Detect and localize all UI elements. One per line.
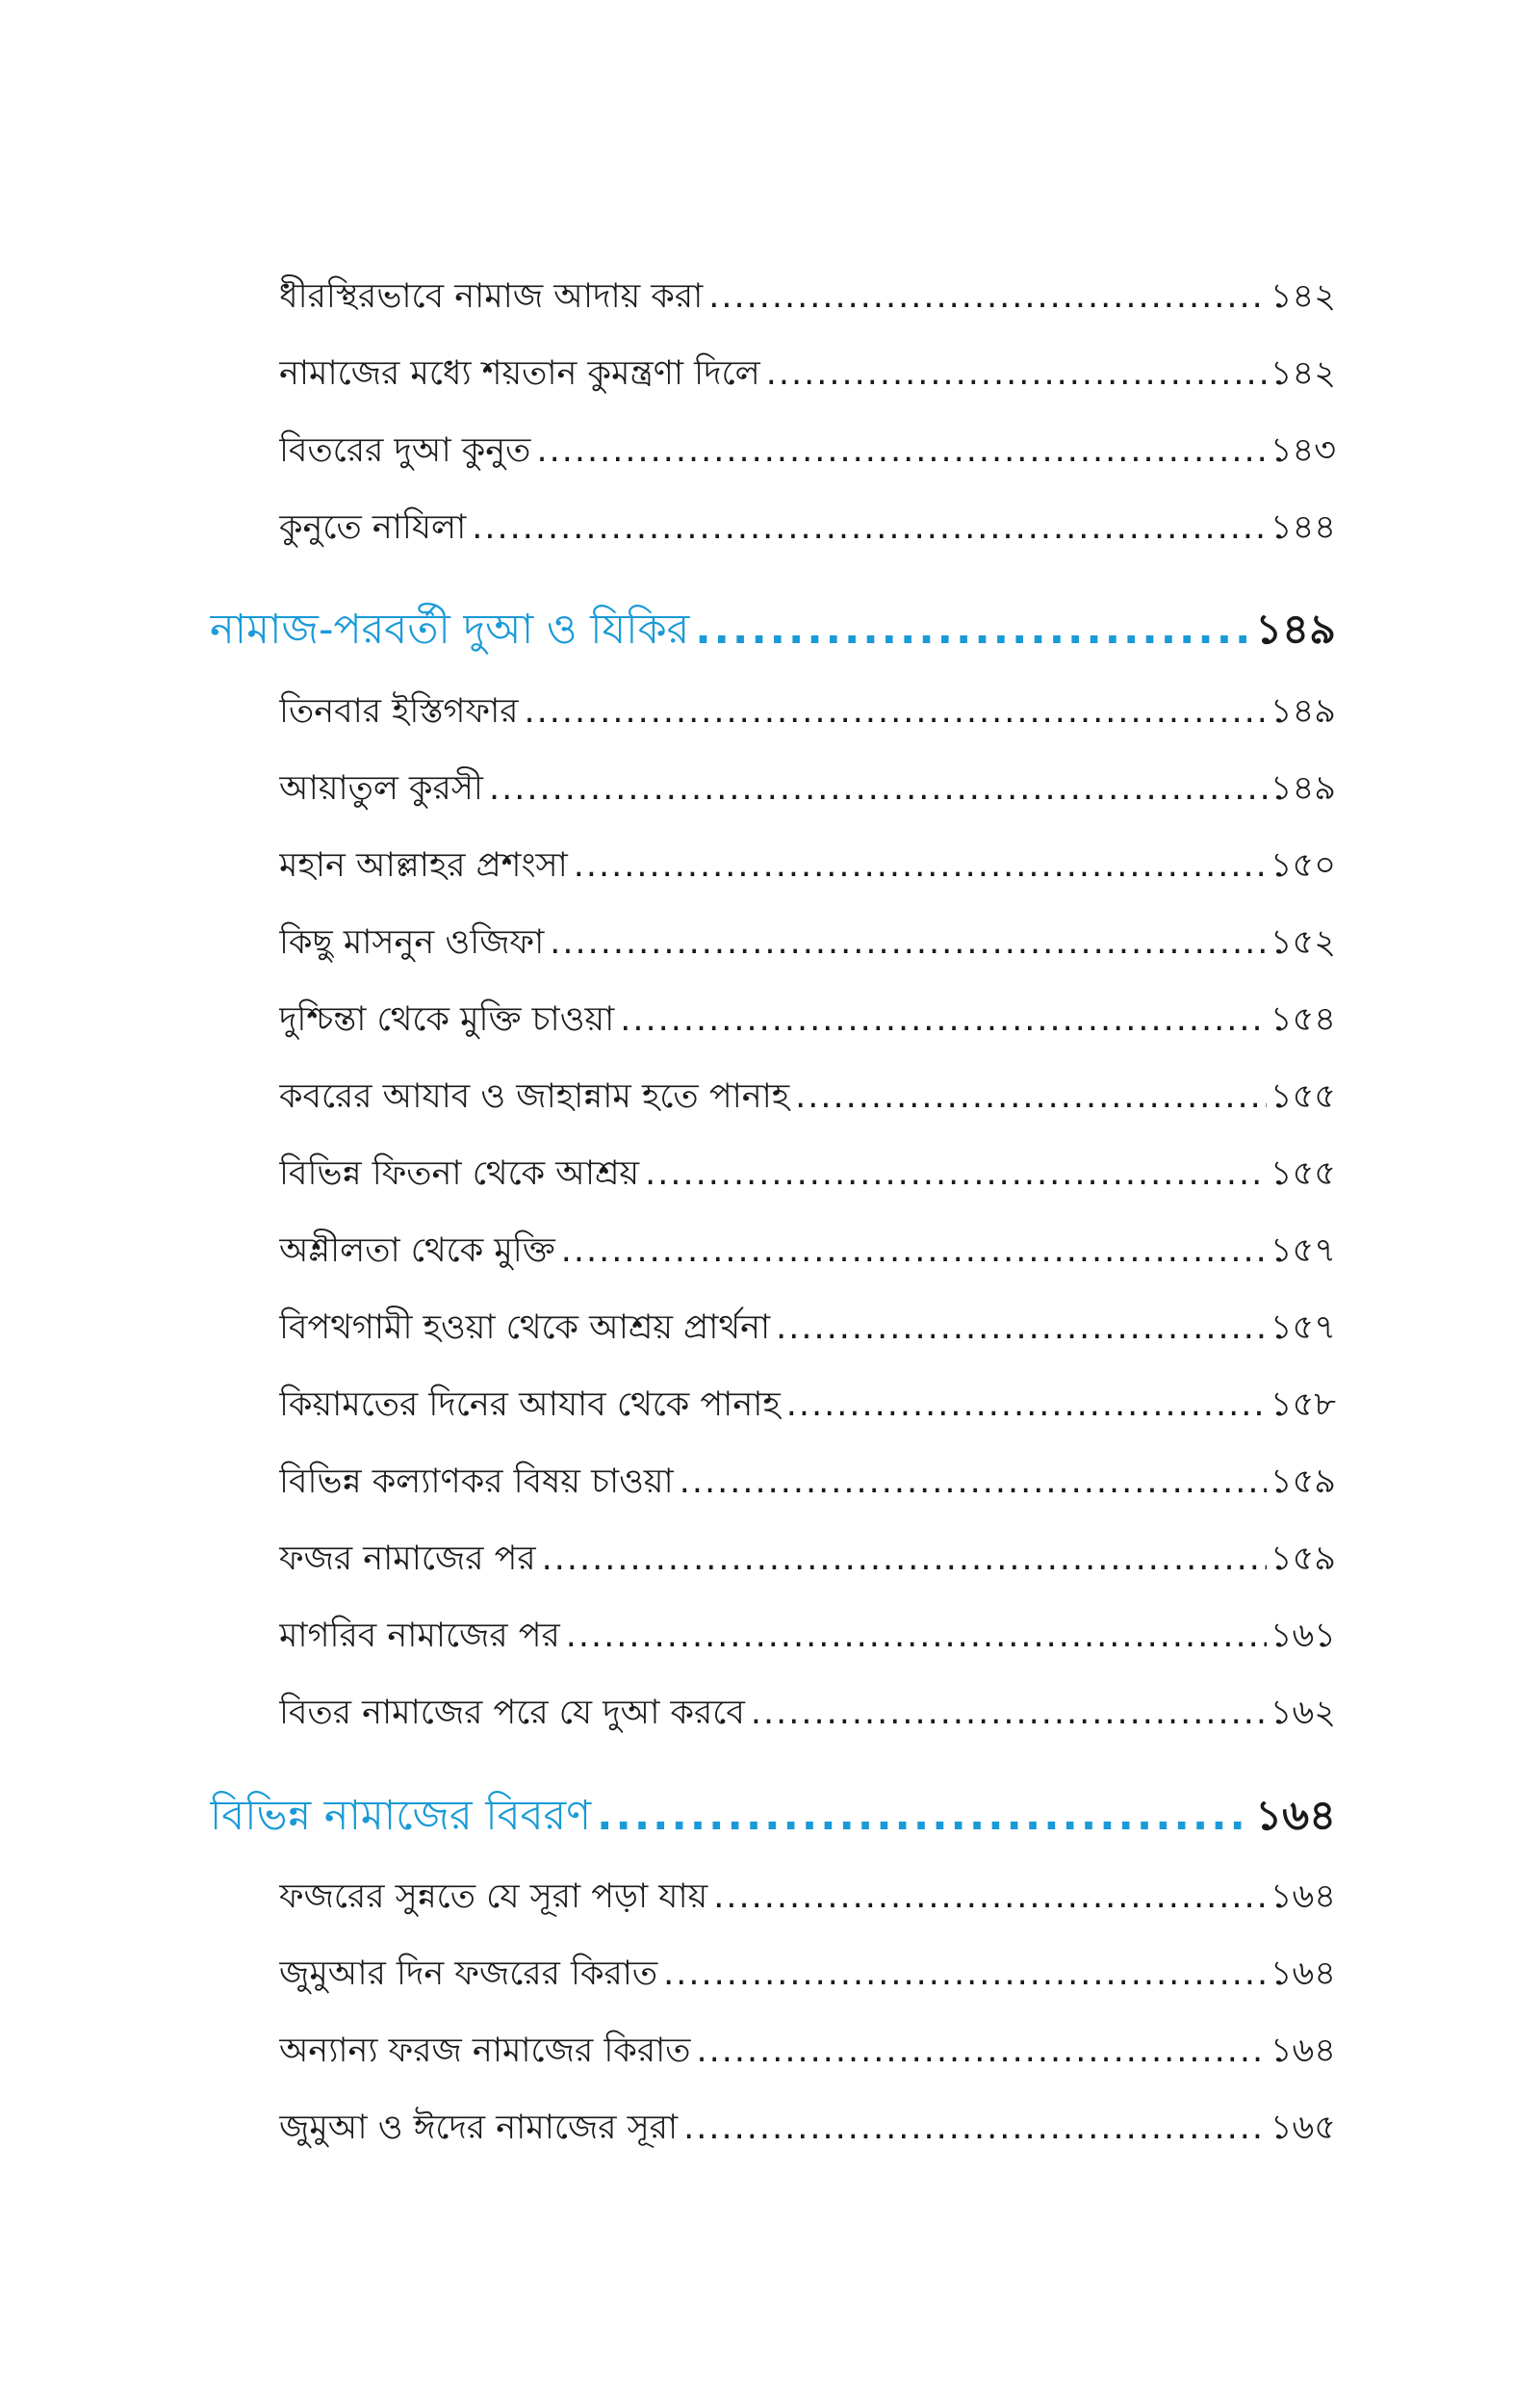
toc-entry[interactable] [279, 1145, 1336, 1203]
toc-entry[interactable] [279, 991, 1336, 1048]
dot-leader [489, 760, 1267, 817]
toc-entry[interactable] [279, 1945, 1336, 2003]
toc-entry-title: ধীরস্থিরভাবে নামাজ আদায় করা [279, 277, 704, 316]
toc-entry[interactable] [279, 2022, 1336, 2080]
toc-entry[interactable] [279, 422, 1336, 479]
toc-entry-title: তিনবার ইস্তিগফার [279, 692, 519, 731]
dot-leader [536, 422, 1266, 479]
toc-entry-title: কিছু মাসনুন ওজিফা [279, 923, 545, 962]
toc-entry-page: ১৬৫ [1270, 2109, 1336, 2147]
toc-entry-page: ১৫৫ [1270, 1154, 1336, 1193]
dot-leader [680, 1453, 1267, 1511]
dot-leader [561, 1222, 1267, 1280]
toc-entry-page: ১৪৩ [1270, 431, 1336, 470]
toc-section-heading[interactable] [210, 595, 1336, 664]
toc-entry-page: ১৫৯ [1270, 1540, 1336, 1578]
toc-entry-page: ১৬৪ [1270, 1877, 1336, 1916]
dot-leader [620, 991, 1267, 1048]
toc-entry[interactable] [279, 2099, 1336, 2157]
dot-leader [574, 837, 1267, 894]
toc-heading-title: নামাজ-পরবর্তী দুআ ও যিকির [210, 606, 690, 654]
toc-entry[interactable] [279, 1868, 1336, 1926]
toc-entry-title: কুনুতে নাযিলা [279, 508, 467, 547]
toc-entry[interactable] [279, 1453, 1336, 1511]
toc-entry[interactable] [279, 1607, 1336, 1665]
dot-leader [645, 1145, 1267, 1203]
toc-entry-title: অন্যান্য ফরজ নামাজের কিরাত [279, 2032, 691, 2070]
toc-entry-page: ১৫৫ [1270, 1077, 1336, 1116]
toc-entry[interactable] [279, 268, 1336, 325]
toc-entry-title: জুমুআর দিন ফজরের কিরাত [279, 1954, 658, 1993]
toc-entry-page: ১৬৪ [1270, 2032, 1336, 2070]
toc-entry-title: নামাজের মধ্যে শয়তান কুমন্ত্রণা দিলে [279, 354, 760, 393]
toc-entry-title: বিভিন্ন কল্যাণকর বিষয় চাওয়া [279, 1462, 674, 1501]
toc-entry-title: অশ্লীলতা থেকে মুক্তি [279, 1231, 555, 1270]
toc-entry[interactable] [279, 345, 1336, 402]
toc-entry-title: বিপথগামী হওয়া থেকে আশ্রয় প্রার্থনা [279, 1308, 771, 1347]
dot-leader [663, 1945, 1267, 2003]
dot-leader [695, 595, 1251, 664]
dot-leader [786, 1376, 1267, 1434]
dot-leader [524, 683, 1266, 740]
toc-entry-page: ১৪৪ [1270, 508, 1336, 547]
dot-leader [708, 268, 1267, 325]
toc-entry[interactable] [279, 1376, 1336, 1434]
toc-entry-title: মাগরিব নামাজের পর [279, 1617, 560, 1655]
toc-entry-page: ১৪৯ [1270, 692, 1336, 731]
toc-entry-title: দুশ্চিন্তা থেকে মুক্তি চাওয়া [279, 1000, 615, 1039]
toc-entry-title: ফজরের সুন্নতে যে সূরা পড়া যায় [279, 1877, 708, 1916]
dot-leader [566, 1607, 1267, 1665]
toc-entry-page: ১৫৯ [1270, 1462, 1336, 1501]
toc-entry[interactable] [279, 1530, 1336, 1588]
toc-entry-title: কিয়ামতের দিনের আযাব থেকে পানাহ [279, 1385, 781, 1424]
dot-leader [751, 1684, 1267, 1742]
toc-entry[interactable] [279, 1068, 1336, 1126]
toc-entry-title: মহান আল্লাহর প্রশংসা [279, 846, 568, 885]
dot-leader [713, 1868, 1267, 1926]
dot-leader [795, 1068, 1267, 1126]
toc-entry[interactable] [279, 1299, 1336, 1357]
dot-leader [766, 345, 1267, 402]
toc-entry[interactable] [279, 1222, 1336, 1280]
toc-entry-title: কবরের আযাব ও জাহান্নাম হতে পানাহ [279, 1077, 790, 1116]
dot-leader [472, 499, 1267, 556]
toc-entry[interactable] [279, 760, 1336, 817]
toc-entry-page: ১৬১ [1270, 1617, 1336, 1655]
toc-entry-page: ১৪২ [1270, 277, 1336, 316]
toc-entry-page: ১৬২ [1270, 1694, 1336, 1732]
dot-leader [696, 2022, 1266, 2080]
toc-entry-page: ১৫৭ [1270, 1231, 1336, 1270]
toc-entry-page: ১৪২ [1270, 354, 1336, 393]
toc-heading-title: বিভিন্ন নামাজের বিবরণ [210, 1792, 592, 1840]
toc-entry-title: বিতরের দুআ কুনুত [279, 431, 531, 470]
toc-heading-page: ১৬৪ [1255, 1792, 1336, 1840]
toc-entry-page: ১৫৪ [1270, 1000, 1336, 1039]
dot-leader [683, 2099, 1267, 2157]
toc-entry-page: ১৫৭ [1270, 1308, 1336, 1347]
toc-entry-title: জুমুআ ও ঈদের নামাজের সূরা [279, 2109, 679, 2147]
toc-entry-page: ১৬৪ [1270, 1954, 1336, 1993]
toc-entry-title: বিতর নামাজের পরে যে দুআ করবে [279, 1694, 745, 1732]
toc-entry-page: ১৫৮ [1270, 1385, 1336, 1424]
toc-entry-title: আয়াতুল কুরসী [279, 769, 483, 808]
toc-entry[interactable] [279, 499, 1336, 556]
toc-entry-title: ফজর নামাজের পর [279, 1540, 536, 1578]
toc-entry[interactable] [279, 1684, 1336, 1742]
toc-section-heading[interactable] [210, 1781, 1336, 1850]
toc-entry-title: বিভিন্ন ফিতনা থেকে আশ্রয় [279, 1154, 640, 1193]
toc-entry-page: ১৪৯ [1270, 769, 1336, 808]
dot-leader [776, 1299, 1267, 1357]
toc-entry[interactable] [279, 914, 1336, 971]
toc-entry[interactable] [279, 683, 1336, 740]
toc-entry-page: ১৫২ [1270, 923, 1336, 962]
toc-entry[interactable] [279, 837, 1336, 894]
toc-entry-page: ১৫০ [1270, 846, 1336, 885]
toc-heading-page: ১৪৯ [1255, 606, 1336, 654]
dot-leader [597, 1781, 1251, 1850]
dot-leader [542, 1530, 1267, 1588]
dot-leader [550, 914, 1267, 971]
